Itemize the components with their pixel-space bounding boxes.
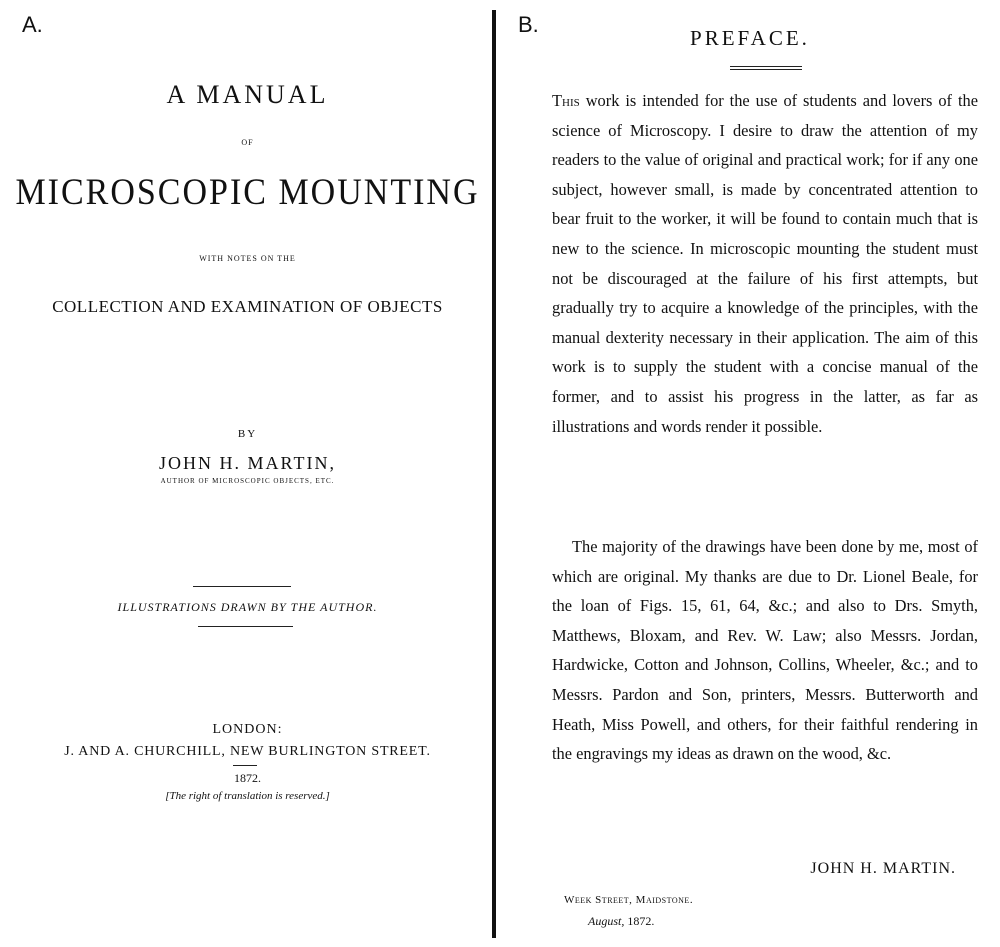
- title-line-2: MICROSCOPIC MOUNTING: [15, 172, 480, 213]
- by-text: BY: [237, 428, 258, 440]
- title-line-1: A MANUAL: [166, 80, 329, 109]
- publication-year: 1872.: [234, 771, 261, 785]
- date-year: 1872.: [627, 914, 655, 928]
- preface-signature: JOHN H. MARTIN.: [810, 860, 956, 877]
- paragraph-first-word: This: [552, 91, 580, 110]
- paragraph-1-text: work is intended for the use of students and lovers of the science of Microscopy. I desire to draw the attention of my readers to the value of original and practical work; for if any one subject, however small, is made by concentrated attention to bear fruit to the worker, it will be found to contain much that is new to the science. In microscopic mounting the student must not be discouraged at the failure of his first attempts, but gradually try to acquire a knowledge of the principles, with the manual dexterity necessary in their application. The aim of this work is to supply the student with a concise manual of the former, and to assist his progress in the latter, as far as illustrations and words render it possible.: [552, 91, 978, 436]
- preface-paragraph-1: [552, 86, 978, 441]
- subtitle: COLLECTION AND EXAMINATION OF OBJECTS: [52, 297, 443, 316]
- publisher-city: LONDON:: [212, 722, 283, 737]
- illustrations-note: ILLUSTRATIONS DRAWN BY THE AUTHOR.: [117, 600, 378, 614]
- panel-label-a: A.: [22, 12, 43, 37]
- preface-place: Week Street, Maidstone.: [564, 894, 694, 906]
- rights-notice: [The right of translation is reserved.]: [165, 790, 330, 802]
- with-notes-text: WITH NOTES ON THE: [199, 254, 296, 263]
- author-credit: AUTHOR OF MICROSCOPIC OBJECTS, ETC.: [160, 477, 335, 485]
- date-month: August,: [588, 914, 625, 928]
- author-name: JOHN H. MARTIN,: [159, 453, 336, 473]
- rule-bottom: [198, 626, 293, 627]
- preface-rule-1: [730, 66, 802, 67]
- rule-year: [233, 765, 257, 766]
- publisher-name: J. AND A. CHURCHILL, NEW BURLINGTON STREET.: [64, 744, 431, 759]
- preface-paragraph-2: The majority of the drawings have been done by me, most of which are original. My thanks are due to Dr. Lionel Beale, for the loan of Figs. 15, 61, 64, &c.; and also to Drs. Smyth, Matthews, Bloxam, and Rev. W. Law; also Messrs. Jordan, Hardwicke, Cotton and Johnson, Collins, Wheeler, &c.; and to Messrs. Pardon and Son, printers, Messrs. Butterworth and Heath, Miss Powell, and others, for their faithful rendering in the engravings my ideas as drawn on the wood, &c.: [552, 537, 978, 764]
- panel-label-b: B.: [518, 12, 539, 37]
- preface-heading: PREFACE.: [690, 26, 810, 50]
- preface-date: [588, 914, 654, 929]
- title-of: OF: [241, 138, 254, 147]
- rule-top: [193, 586, 291, 587]
- preface-rule-2: [730, 69, 802, 70]
